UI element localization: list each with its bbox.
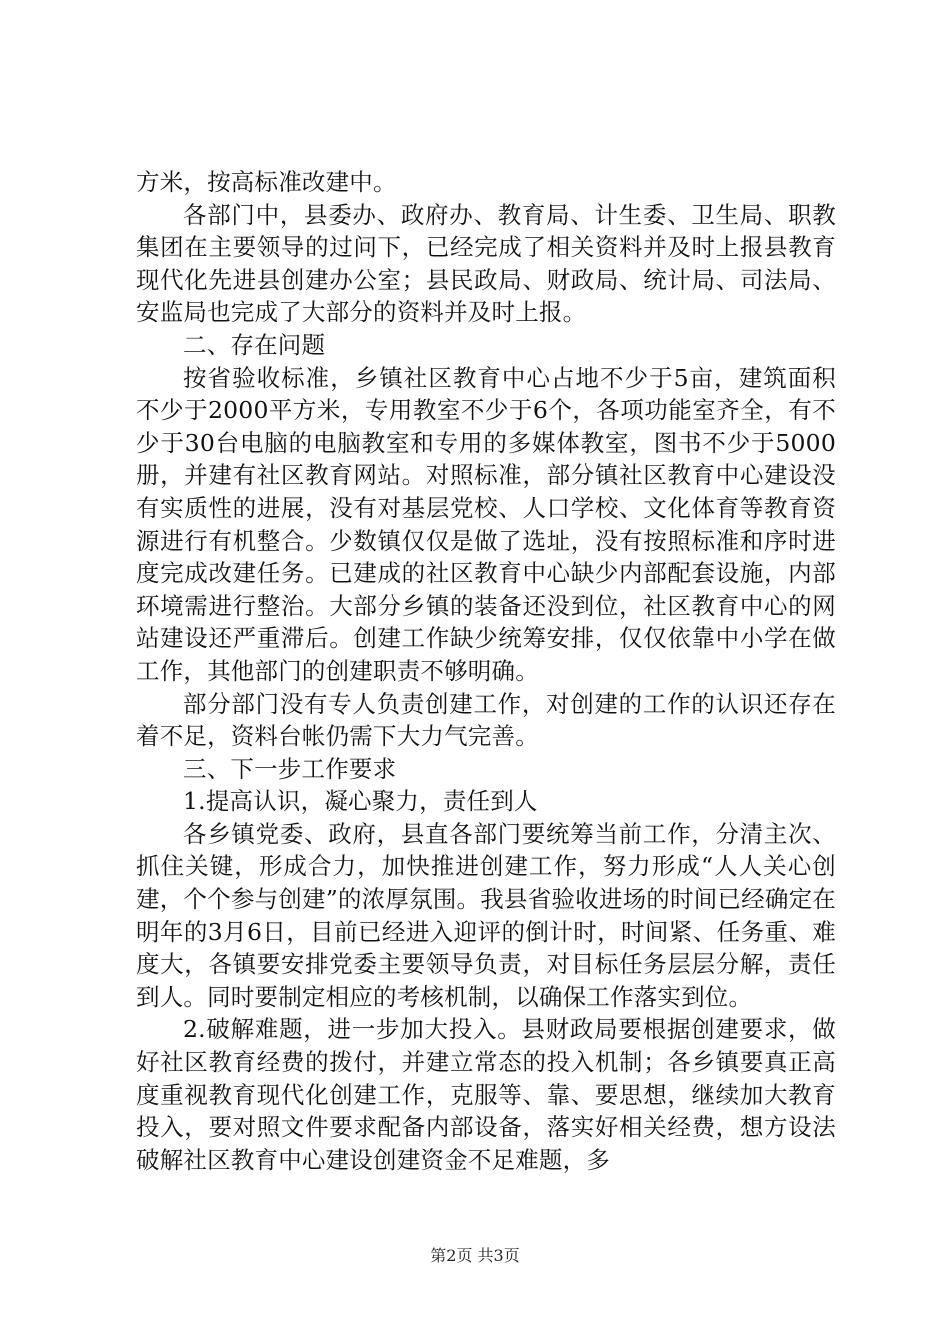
section-heading-problems: 二、存在问题 (183, 330, 326, 359)
document-body (136, 166, 836, 1176)
paragraph-staffing: 部分部门没有专人负责创建工作，对创建的工作的认识还存在着不足，资料台帐仍需下大力气完善。 (136, 689, 836, 751)
paragraph-departments: 各部门中，县委办、政府办、教育局、计生委、卫生局、职教集团在主要领导的过问下，已经完成了相关资料并及时上报县教育现代化先进县创建办公室；县民政局、财政局、统计局、司法局、安监局也完成了大部分的资料并及时上报。 (136, 200, 836, 327)
paragraph-coordination: 各乡镇党委、政府，县直各部门要统筹当前工作，分清主次、抓住关键，形成合力，加快推进创建工作，努力形成“人人关心创建，个个参与创建”的浓厚氛围。我县省验收进场的时间已经确定在明年的3月6日，目前已经进入迎评的倒计时，时间紧、任务重、难度大，各镇要安排党委主要领导负责，对目标任务层层分解，责任到人。同时要制定相应的考核机制，以确保工作落实到位。 (136, 819, 836, 1011)
subheading-awareness: 1.提高认识，凝心聚力，责任到人 (183, 787, 538, 816)
paragraph-investment: 2.破解难题，进一步加大投入。县财政局要根据创建要求，做好社区教育经费的拨付，并建立常态的投入机制；各乡镇要真正高度重视教育现代化创建工作，克服等、靠、要思想，继续加大教育投入，要对照文件要求配备内部设备，落实好相关经费，想方设法破解社区教育中心建设创建资金不足难题，多 (136, 1015, 836, 1174)
page-indicator: 第2页 共3页 (430, 1246, 520, 1265)
section-heading-next-steps: 三、下一步工作要求 (183, 754, 397, 783)
paragraph-continuation: 方米，按高标准改建中。 (136, 168, 397, 196)
paragraph-standards: 按省验收标准，乡镇社区教育中心占地不少于5亩，建筑面积不少于2000平方米，专用教室不少于6个，各项功能室齐全，有不少于30台电脑的电脑教室和专用的多媒体教室，图书不少于5000册，并建有社区教育网站。对照标准，部分镇社区教育中心建设没有实质性的进展，没有对基层党校、人口学校、文化体育等教育资源进行有机整合。少数镇仅仅是做了选址，没有按照标准和序时进度完成改建任务。已建成的社区教育中心缺少内部配套设施，内部环境需进行整治。大部分乡镇的装备还没到位，社区教育中心的网站建设还严重滞后。创建工作缺少统筹安排，仅仅依靠中小学在做工作，其他部门的创建职责不够明确。 (136, 363, 836, 685)
